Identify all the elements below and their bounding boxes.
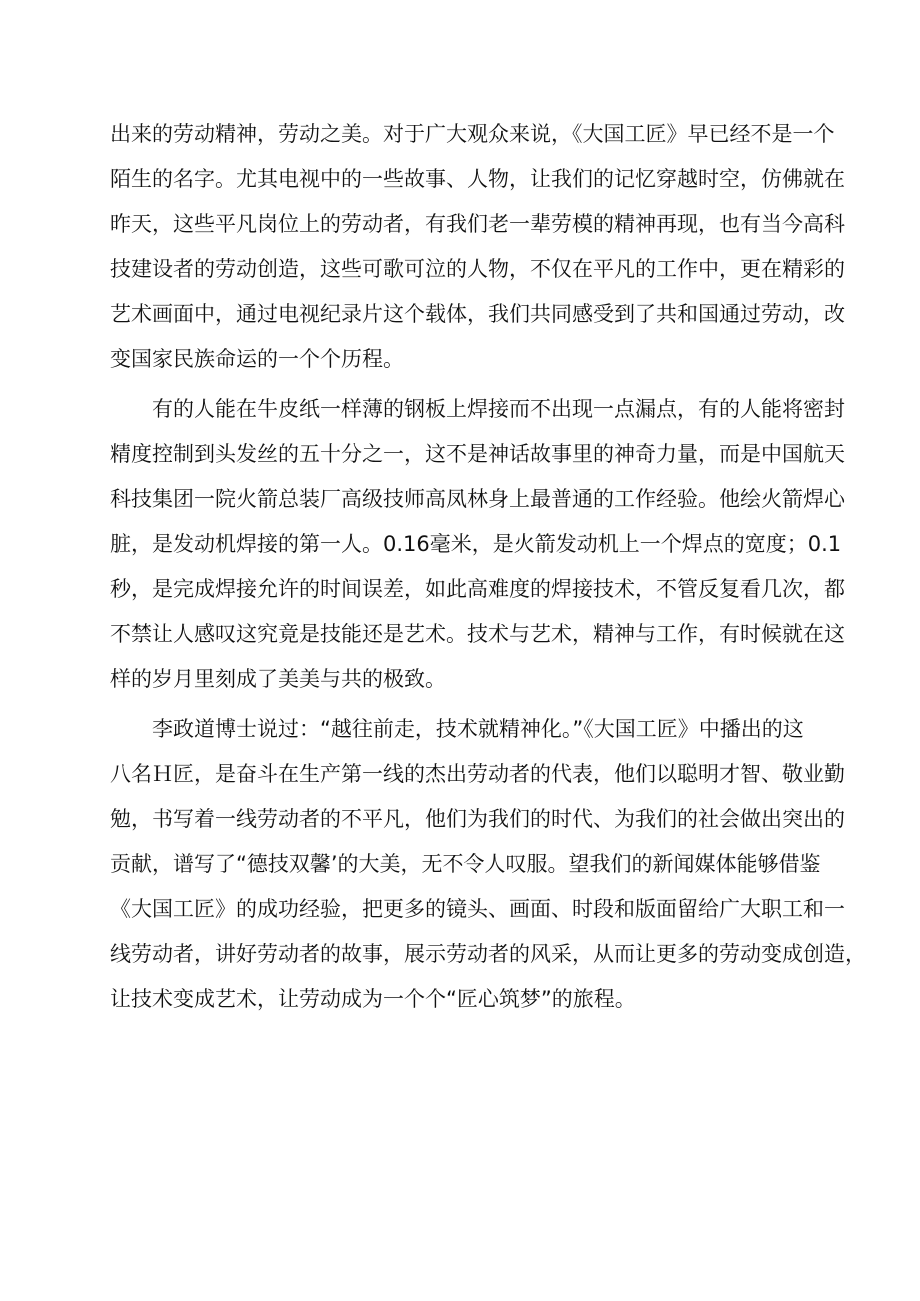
text-line: 不禁让人感叹这究竟是技能还是艺术。技术与艺术，精神与工作，有时候就在这 xyxy=(110,622,845,646)
paragraph-3 xyxy=(110,707,866,1022)
text-line: 陌生的名字。尤其电视中的一些故事、人物，让我们的记忆穿越时空，仿佛就在 xyxy=(110,167,845,191)
article-body xyxy=(110,112,866,1022)
text-line: 线劳动者，讲好劳动者的故事，展示劳动者的风采，从而让更多的劳动变成创造， xyxy=(110,942,866,966)
text-line: 秒，是完成焊接允许的时间误差，如此高难度的焊接技术，不管反复看几次，都 xyxy=(110,577,845,601)
text-line: 科技集团一院火箭总装厂高级技师高凤林身上最普通的工作经验。他绘火箭焊心 xyxy=(110,487,845,511)
text-line: 出来的劳动精神，劳动之美。对于广大观众来说，《大国工匠》早已经不是一个 xyxy=(110,122,835,146)
text-line: 样的岁月里刻成了美美与共的极致。 xyxy=(110,667,446,691)
text-line: 脏，是发动机焊接的第一人。0.16毫米，是火箭发动机上一个焊点的宽度；0.1 xyxy=(110,532,842,556)
text-line: 昨天，这些平凡岗位上的劳动者，有我们老一辈劳模的精神再现，也有当今高科 xyxy=(110,212,845,236)
text-line: 技建设者的劳动创造，这些可歌可泣的人物，不仅在平凡的工作中，更在精彩的 xyxy=(110,257,845,281)
text-line: 有的人能在牛皮纸一样薄的钢板上焊接而不出现一点漏点，有的人能将密封 xyxy=(110,397,845,421)
paragraph-1 xyxy=(110,112,845,382)
text-line: 精度控制到头发丝的五十分之一，这不是神话故事里的神奇力量，而是中国航天 xyxy=(110,442,845,466)
text-line: 八名Ｈ匠，是奋斗在生产第一线的杰出劳动者的代表，他们以聪明才智、敬业勤 xyxy=(110,762,845,786)
text-line: 勉，书写着一线劳动者的不平凡，他们为我们的时代、为我们的社会做出突出的 xyxy=(110,807,845,831)
paragraph-2 xyxy=(110,387,845,702)
text-line: 《大国工匠》的成功经验，把更多的镜头、画面、时段和版面留给广大职工和一 xyxy=(110,897,845,921)
text-line: 变国家民族命运的一个个历程。 xyxy=(110,347,404,371)
text-line: 贡献，谱写了“德技双馨’的大美，无不令人叹服。望我们的新闻媒体能够借鉴 xyxy=(110,852,821,876)
text-line: 艺术画面中，通过电视纪录片这个载体，我们共同感受到了共和国通过劳动，改 xyxy=(110,302,845,326)
text-line: 李政道博士说过：“越往前走，技术就精神化。”《大国工匠》中播出的这 xyxy=(110,717,804,741)
text-line: 让技术变成艺术，让劳动成为一个个“匠心筑梦”的旅程。 xyxy=(110,987,636,1011)
